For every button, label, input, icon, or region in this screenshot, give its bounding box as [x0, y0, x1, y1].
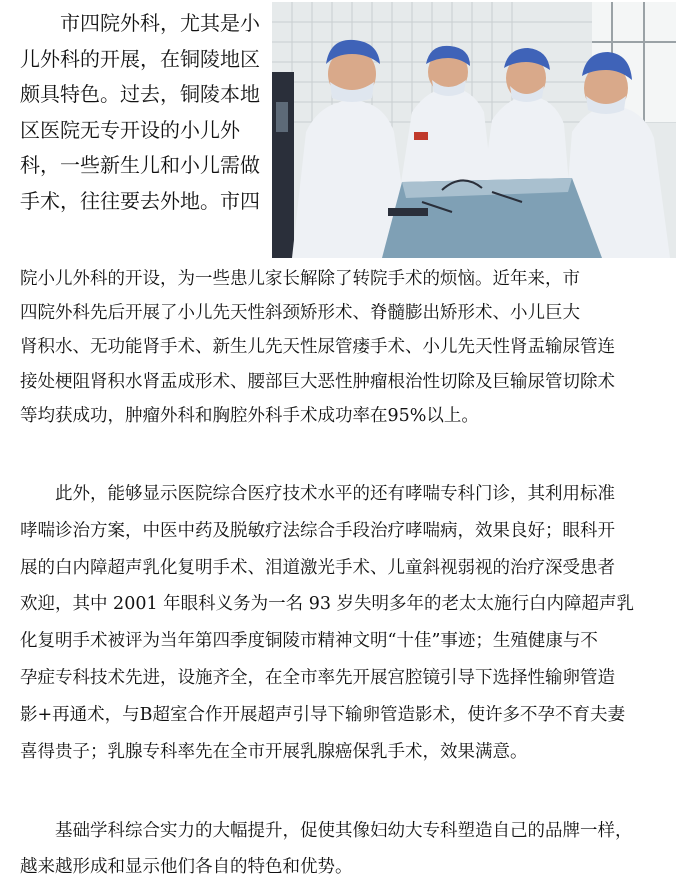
text-line: 儿外科的开展，在铜陵地区 [20, 46, 260, 71]
text-line: 接处梗阻肾积水肾盂成形术、腰部巨大恶性肿瘤根治性切除及巨输尿管切除术 [20, 371, 615, 392]
text-line: 欢迎，其中 2001 年眼科义务为一名 93 岁失明多年的老太太施行白内障超声乳 [20, 594, 635, 615]
text-line: 手术，往往要去外地。市四 [20, 188, 260, 213]
paragraph-1 [20, 262, 685, 433]
text-line: 化复明手术被评为当年第四季度铜陵市精神文明“十佳”事迹；生殖健康与不 [20, 631, 598, 652]
paragraph-3 [20, 813, 685, 885]
text-line: 肾积水、无功能肾手术、新生儿先天性尿管瘘手术、小儿先天性肾盂输尿管连 [20, 337, 615, 358]
text-line: 基础学科综合实力的大幅提升，促使其像妇幼大专科塑造自己的品牌一样， [20, 821, 633, 841]
intro-paragraph [20, 6, 265, 219]
text-line: 颇具特色。过去，铜陵本地 [20, 82, 260, 106]
text-line: 哮喘诊治方案，中医中药及脱敏疗法综合手段治疗哮喘病，效果良好；眼科开 [20, 520, 615, 541]
text-line: 展的白内障超声乳化复明手术、泪道激光手术、儿童斜视弱视的治疗深受患者 [20, 557, 615, 578]
text-line: 影+再通术，与B超室合作开展超声引导下输卵管造影术，使许多不孕不育夫妻 [20, 704, 626, 725]
text-line: 院小儿外科的开设，为一些患儿家长解除了转院手术的烦恼。近年来，市 [20, 269, 580, 289]
surgical-team-photo [272, 2, 676, 258]
text-line: 区医院无专开设的小儿外 [20, 117, 240, 142]
text-line: 科，一些新生儿和小儿需做 [20, 153, 260, 177]
text-line: 此外，能够显示医院综合医疗技术水平的还有哮喘专科门诊，其利用标准 [20, 484, 615, 504]
text-line: 四院外科先后开展了小儿先天性斜颈矫形术、脊髓膨出矫形术、小儿巨大 [20, 303, 580, 324]
text-line: 孕症专科技术先进，设施齐全，在全市率先开展宫腔镜引导下选择性输卵管造 [20, 667, 615, 688]
text-line: 等均获成功，肿瘤外科和胸腔外科手术成功率在95%以上。 [20, 405, 479, 426]
text-line: 市四院外科，尤其是小 [20, 11, 260, 35]
paragraph-2 [20, 476, 685, 770]
text-line: 喜得贵子；乳腺专科率先在全市开展乳腺癌保乳手术，效果满意。 [20, 741, 528, 762]
text-line: 越来越形成和显示他们各自的特色和优势。 [20, 857, 353, 877]
